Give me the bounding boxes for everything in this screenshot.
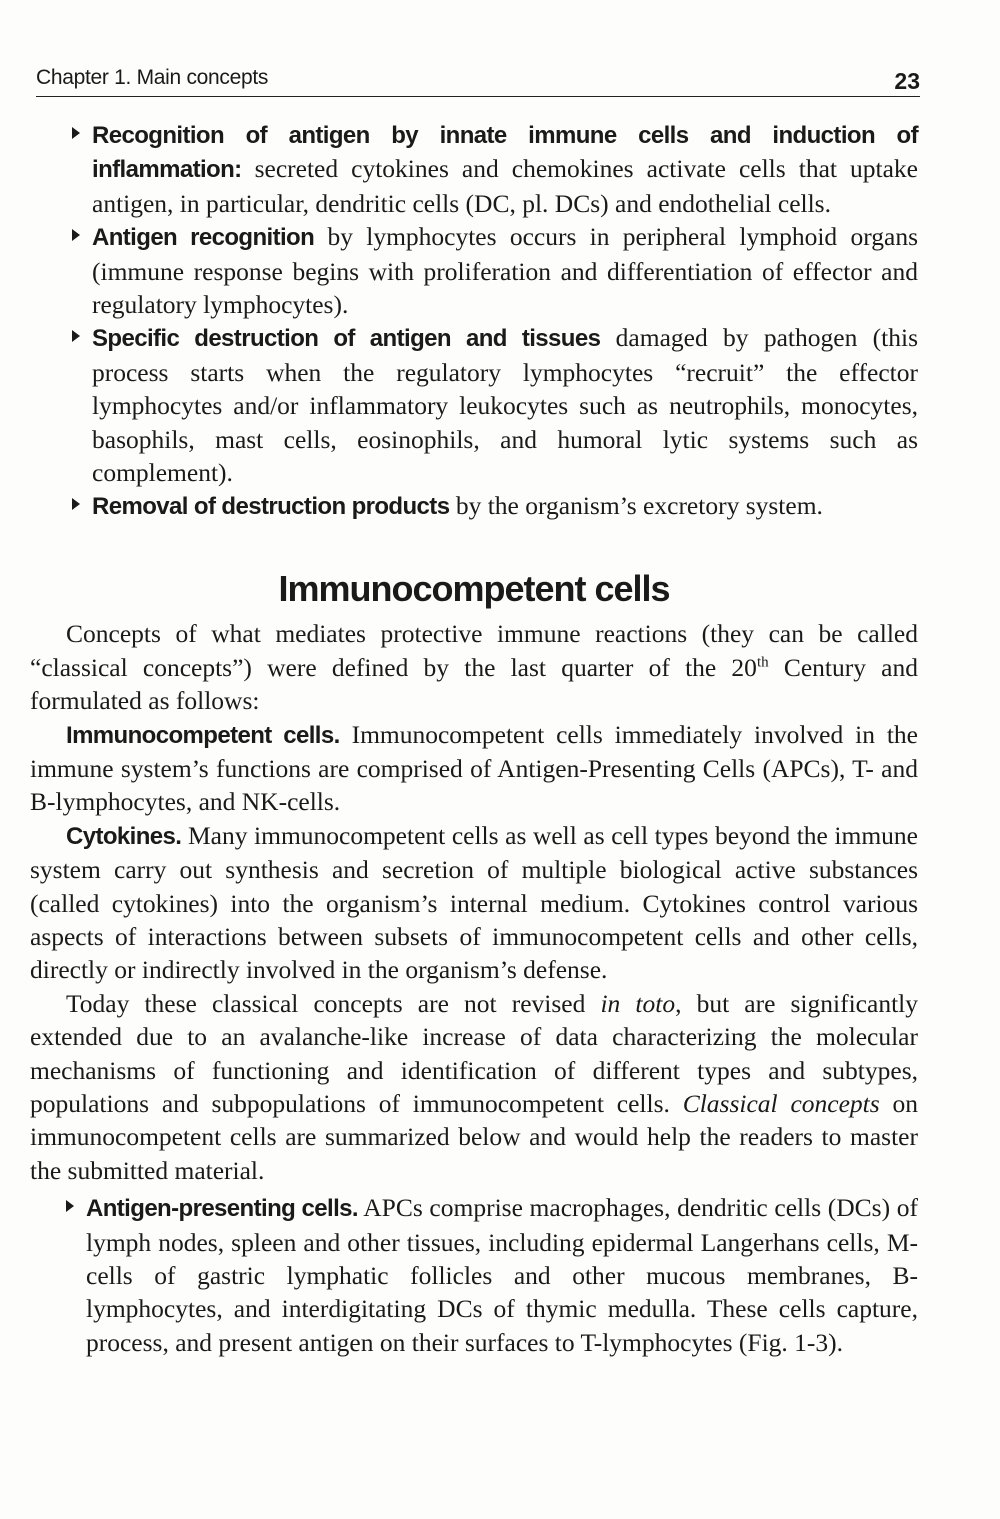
ordinal-suffix: th: [756, 654, 769, 671]
paragraph-text: , but are significantly extended due to an avalanche-like increase of data characterizing the molecular mechanisms of functioning and identification of different types and subtypes, populations and subpopulations of immunocompetent cells.: [30, 988, 918, 1118]
chapter-title: Chapter 1. Main concepts: [36, 66, 269, 89]
page-body: [30, 118, 918, 1359]
triangle-bullet-icon: [72, 229, 80, 241]
bullet-item: [30, 118, 918, 220]
bullet-item: [30, 321, 918, 489]
bullet-heading: Antigen recognition: [92, 224, 315, 252]
today-paragraph: [30, 987, 918, 1187]
page-number: 23: [894, 68, 920, 94]
bullet-text: damaged by pathogen (this process starts when the regulatory lymphocytes “recruit” the effector lymphocytes and/or inflammatory leukocytes such as neutrophils, monocytes, basophils, mast cells, eosinophils, and humoral lytic systems such as complement).: [92, 323, 918, 488]
cytokines-paragraph: [30, 819, 918, 987]
section-title: Immunocompetent cells: [278, 567, 670, 609]
running-header: [36, 62, 920, 97]
immunocompetent-paragraph: [30, 718, 918, 819]
italic-term: Classical concepts: [682, 1088, 880, 1118]
bullet-heading: Specific destruction of antigen and tissues: [92, 325, 601, 353]
bullet-heading: Antigen-presenting cells.: [86, 1195, 358, 1223]
bullet-text: by the organism’s excretory system.: [449, 491, 823, 521]
bullet-heading: Recognition of antigen by innate immune cells and induction of inflammation:: [92, 122, 918, 184]
paragraph-text: Many immunocompetent cells as well as cell types beyond the immune system carry out synthesis and secretion of multiple biological active substances (called cytokines) into the organism’s internal medium. Cytokines control various aspects of interactions between subsets of immunocompetent cells and other cells, directly or indirectly involved in the organism’s defense.: [30, 820, 918, 985]
intro-text: Concepts of what mediates protective immune reactions (they can be called “classical concepts”) were defined by the last quarter of the 20: [30, 619, 918, 682]
bullet-item: [30, 1191, 918, 1359]
intro-paragraph: [30, 617, 918, 717]
bullet-text: APCs comprise macrophages, dendritic cells (DCs) of lymph nodes, spleen and other tissues, including epidermal Langerhans cells, M-cells of gastric lymphatic follicles and other mucous membranes, B-lymphocytes, and interdigitating DCs of thymic medulla. These cells capture, process, and present antigen on their surfaces to T-lymphocytes (Fig. 1-3).: [86, 1193, 918, 1357]
paragraph-heading: Cytokines.: [66, 822, 182, 850]
paragraph-text: Immunocompetent cells immediately involved in the immune system’s functions are comprised of Antigen-Presenting Cells (APCs), T- and B-lymphocytes, and NK-cells.: [30, 719, 918, 817]
paragraph-heading: Immunocompetent cells.: [66, 721, 340, 749]
triangle-bullet-icon: [72, 498, 80, 510]
bullet-item: [30, 220, 918, 321]
bullet-text: secreted cytokines and chemokines activate cells that uptake antigen, in particular, dendritic cells (DC, pl. DCs) and endothelial cells.: [92, 154, 918, 218]
paragraph-text: Today these classical concepts are not revised: [66, 988, 601, 1018]
bullet-text: by lymphocytes occurs in peripheral lymphoid organs (immune response begins with proliferation and differentiation of effector and regulatory lymphocytes).: [92, 222, 918, 320]
intro-text-end: Century and formulated as follows:: [30, 652, 918, 716]
triangle-bullet-icon: [72, 127, 80, 139]
bullet-heading: Removal of destruction products: [92, 493, 450, 521]
triangle-bullet-icon: [66, 1200, 74, 1212]
triangle-bullet-icon: [72, 330, 80, 342]
bullet-item: [30, 489, 918, 523]
italic-term: in toto: [600, 988, 676, 1018]
paragraph-text: on immunocompetent cells are summarized below and would help the readers to master the submitted material.: [30, 1088, 919, 1185]
